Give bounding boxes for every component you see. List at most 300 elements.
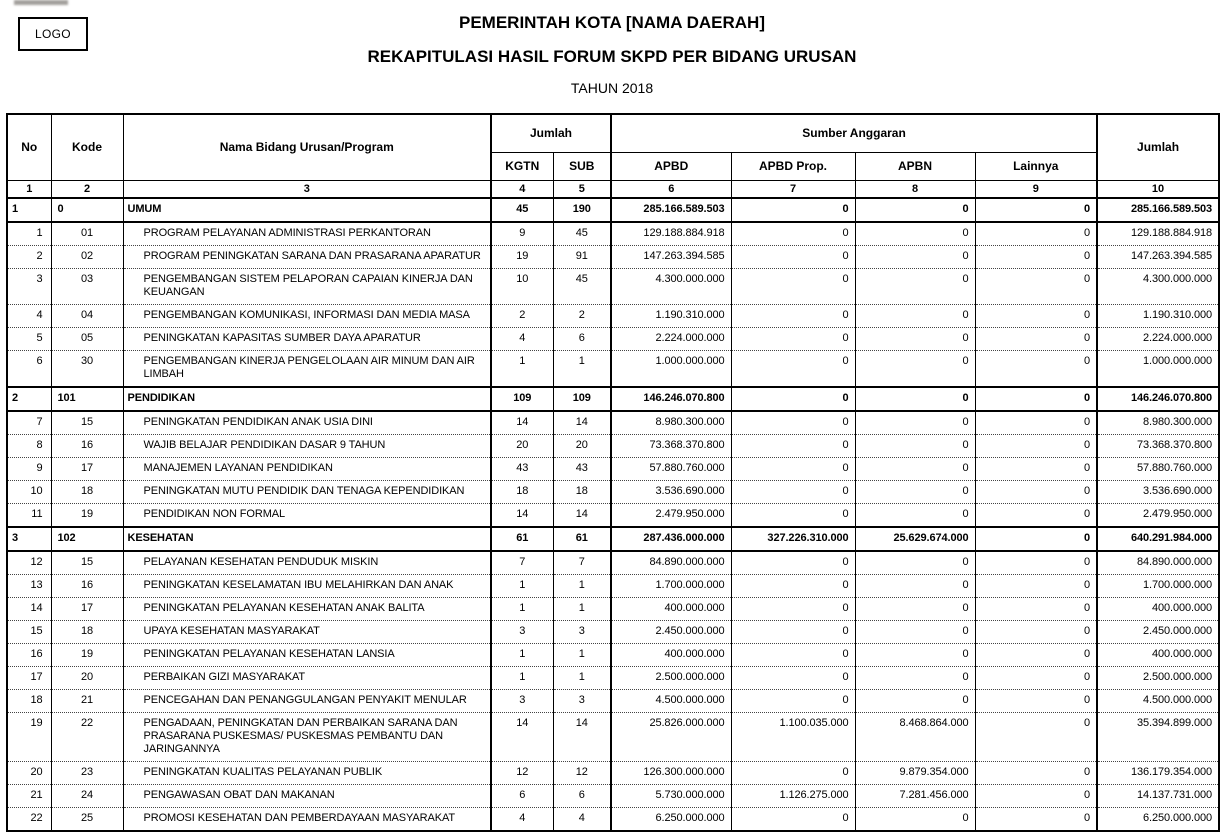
cell-apbd: 400.000.000 [611, 598, 731, 621]
cell-jumlah: 57.880.760.000 [1097, 458, 1219, 481]
cell-nama: PROMOSI KESEHATAN DAN PEMBERDAYAAN MASYARAKAT [123, 808, 491, 832]
cell-kgtn: 109 [491, 387, 553, 411]
cell-no: 6 [7, 351, 51, 388]
cell-apbn: 7.281.456.000 [855, 785, 975, 808]
cell-apbd: 5.730.000.000 [611, 785, 731, 808]
cell-sub: 2 [553, 305, 611, 328]
cell-no: 21 [7, 785, 51, 808]
cell-lainnya: 0 [975, 785, 1097, 808]
table-row [7, 222, 1219, 246]
cell-apbd: 400.000.000 [611, 644, 731, 667]
cell-kode: 17 [51, 458, 123, 481]
cell-apbd: 2.450.000.000 [611, 621, 731, 644]
cell-jumlah: 4.500.000.000 [1097, 690, 1219, 713]
table-row [7, 551, 1219, 575]
cell-nama: PENINGKATAN PELAYANAN KESEHATAN LANSIA [123, 644, 491, 667]
col-number: 5 [553, 180, 611, 198]
cell-jumlah: 2.479.950.000 [1097, 504, 1219, 528]
cell-kode: 18 [51, 621, 123, 644]
cell-no: 8 [7, 435, 51, 458]
cell-apbd-prop: 0 [731, 504, 855, 528]
table-row [7, 435, 1219, 458]
col-number: 6 [611, 180, 731, 198]
cropped-artifact [14, 0, 68, 5]
cell-no: 13 [7, 575, 51, 598]
cell-apbn: 8.468.864.000 [855, 713, 975, 762]
cell-sub: 1 [553, 598, 611, 621]
cell-apbn: 0 [855, 198, 975, 222]
cell-apbd-prop: 0 [731, 328, 855, 351]
cell-apbn: 0 [855, 351, 975, 388]
col-group-jumlah: Jumlah [491, 114, 611, 152]
cell-kgtn: 2 [491, 305, 553, 328]
cell-apbd-prop: 0 [731, 387, 855, 411]
cell-apbd-prop: 0 [731, 644, 855, 667]
cell-nama: PENGEMBANGAN SISTEM PELAPORAN CAPAIAN KINERJA DAN KEUANGAN [123, 269, 491, 305]
cell-sub: 190 [553, 198, 611, 222]
cell-no: 7 [7, 411, 51, 435]
cell-apbn: 0 [855, 551, 975, 575]
cell-sub: 1 [553, 575, 611, 598]
cell-nama: PENGAWASAN OBAT DAN MAKANAN [123, 785, 491, 808]
col-number: 9 [975, 180, 1097, 198]
cell-apbd-prop: 0 [731, 481, 855, 504]
cell-jumlah: 400.000.000 [1097, 644, 1219, 667]
cell-kgtn: 18 [491, 481, 553, 504]
cell-kgtn: 6 [491, 785, 553, 808]
cell-no: 4 [7, 305, 51, 328]
cell-no: 1 [7, 198, 51, 222]
cell-nama: PROGRAM PELAYANAN ADMINISTRASI PERKANTORAN [123, 222, 491, 246]
cell-apbn: 25.629.674.000 [855, 527, 975, 551]
cell-jumlah: 3.536.690.000 [1097, 481, 1219, 504]
cell-lainnya: 0 [975, 222, 1097, 246]
cell-jumlah: 640.291.984.000 [1097, 527, 1219, 551]
cell-sub: 1 [553, 667, 611, 690]
table-row [7, 621, 1219, 644]
cell-jumlah: 8.980.300.000 [1097, 411, 1219, 435]
cell-kode: 03 [51, 269, 123, 305]
col-header-sub: SUB [553, 152, 611, 180]
cell-no: 3 [7, 269, 51, 305]
cell-no: 5 [7, 328, 51, 351]
cell-kgtn: 14 [491, 411, 553, 435]
cell-no: 3 [7, 527, 51, 551]
cell-apbd: 8.980.300.000 [611, 411, 731, 435]
cell-apbd: 25.826.000.000 [611, 713, 731, 762]
cell-lainnya: 0 [975, 762, 1097, 785]
cell-apbn: 0 [855, 644, 975, 667]
cell-apbd: 6.250.000.000 [611, 808, 731, 832]
logo-text: LOGO [35, 27, 71, 41]
cell-no: 11 [7, 504, 51, 528]
cell-kode: 23 [51, 762, 123, 785]
cell-apbd-prop: 0 [731, 198, 855, 222]
cell-apbd-prop: 0 [731, 667, 855, 690]
cell-kgtn: 61 [491, 527, 553, 551]
cell-apbd-prop: 0 [731, 411, 855, 435]
cell-kgtn: 1 [491, 644, 553, 667]
cell-apbd-prop: 0 [731, 246, 855, 269]
cell-lainnya: 0 [975, 387, 1097, 411]
cell-no: 22 [7, 808, 51, 832]
table-row [7, 575, 1219, 598]
cell-apbn: 0 [855, 269, 975, 305]
cell-lainnya: 0 [975, 527, 1097, 551]
section-row [7, 387, 1219, 411]
cell-nama: WAJIB BELAJAR PENDIDIKAN DASAR 9 TAHUN [123, 435, 491, 458]
cell-kgtn: 4 [491, 808, 553, 832]
cell-apbn: 0 [855, 667, 975, 690]
cell-sub: 43 [553, 458, 611, 481]
cell-apbd: 2.500.000.000 [611, 667, 731, 690]
cell-jumlah: 147.263.394.585 [1097, 246, 1219, 269]
col-number: 4 [491, 180, 553, 198]
report-title: REKAPITULASI HASIL FORUM SKPD PER BIDANG URUSAN [367, 47, 857, 66]
cell-kode: 16 [51, 575, 123, 598]
cell-jumlah: 136.179.354.000 [1097, 762, 1219, 785]
cell-kode: 18 [51, 481, 123, 504]
cell-kode: 05 [51, 328, 123, 351]
cell-kgtn: 3 [491, 621, 553, 644]
cell-kgtn: 7 [491, 551, 553, 575]
cell-sub: 4 [553, 808, 611, 832]
cell-sub: 3 [553, 621, 611, 644]
cell-apbd: 73.368.370.800 [611, 435, 731, 458]
cell-apbn: 0 [855, 458, 975, 481]
cell-lainnya: 0 [975, 551, 1097, 575]
col-number: 8 [855, 180, 975, 198]
cell-lainnya: 0 [975, 504, 1097, 528]
cell-kode: 0 [51, 198, 123, 222]
cell-apbd: 4.300.000.000 [611, 269, 731, 305]
cell-apbd: 2.224.000.000 [611, 328, 731, 351]
table-row [7, 458, 1219, 481]
cell-no: 2 [7, 387, 51, 411]
section-row [7, 198, 1219, 222]
table-row [7, 785, 1219, 808]
cell-sub: 45 [553, 222, 611, 246]
cell-sub: 3 [553, 690, 611, 713]
cell-no: 17 [7, 667, 51, 690]
cell-apbn: 0 [855, 411, 975, 435]
table-row [7, 713, 1219, 762]
cell-kgtn: 43 [491, 458, 553, 481]
cell-lainnya: 0 [975, 351, 1097, 388]
cell-kode: 101 [51, 387, 123, 411]
cell-no: 14 [7, 598, 51, 621]
recap-table [6, 113, 1220, 832]
cell-lainnya: 0 [975, 644, 1097, 667]
cell-no: 10 [7, 481, 51, 504]
cell-lainnya: 0 [975, 575, 1097, 598]
cell-apbd-prop: 0 [731, 269, 855, 305]
cell-sub: 7 [553, 551, 611, 575]
cell-kgtn: 19 [491, 246, 553, 269]
table-row [7, 269, 1219, 305]
report-header [0, 0, 1224, 96]
cell-apbn: 9.879.354.000 [855, 762, 975, 785]
cell-nama: MANAJEMEN LAYANAN PENDIDIKAN [123, 458, 491, 481]
cell-sub: 14 [553, 504, 611, 528]
table-row [7, 598, 1219, 621]
cell-apbn: 0 [855, 387, 975, 411]
cell-jumlah: 4.300.000.000 [1097, 269, 1219, 305]
table-body [7, 198, 1219, 831]
cell-sub: 1 [553, 644, 611, 667]
cell-kode: 04 [51, 305, 123, 328]
cell-apbd: 57.880.760.000 [611, 458, 731, 481]
cell-sub: 20 [553, 435, 611, 458]
cell-no: 2 [7, 246, 51, 269]
cell-kode: 30 [51, 351, 123, 388]
table-row [7, 644, 1219, 667]
cell-nama: KESEHATAN [123, 527, 491, 551]
cell-apbn: 0 [855, 598, 975, 621]
cell-apbd-prop: 1.100.035.000 [731, 713, 855, 762]
cell-kode: 02 [51, 246, 123, 269]
col-header-nama: Nama Bidang Urusan/Program [123, 114, 491, 180]
cell-apbd-prop: 0 [731, 222, 855, 246]
col-header-no: No [7, 114, 51, 180]
cell-nama: PENGEMBANGAN KOMUNIKASI, INFORMASI DAN MEDIA MASA [123, 305, 491, 328]
cell-apbd: 287.436.000.000 [611, 527, 731, 551]
cell-lainnya: 0 [975, 598, 1097, 621]
cell-kode: 15 [51, 411, 123, 435]
cell-kode: 19 [51, 644, 123, 667]
cell-kgtn: 14 [491, 504, 553, 528]
cell-kode: 102 [51, 527, 123, 551]
col-header-kgtn: KGTN [491, 152, 553, 180]
cell-lainnya: 0 [975, 411, 1097, 435]
cell-kgtn: 4 [491, 328, 553, 351]
table-row [7, 305, 1219, 328]
cell-nama: PENINGKATAN MUTU PENDIDIK DAN TENAGA KEPENDIDIKAN [123, 481, 491, 504]
cell-lainnya: 0 [975, 435, 1097, 458]
cell-jumlah: 84.890.000.000 [1097, 551, 1219, 575]
cell-jumlah: 285.166.589.503 [1097, 198, 1219, 222]
cell-no: 18 [7, 690, 51, 713]
cell-sub: 1 [553, 351, 611, 388]
cell-lainnya: 0 [975, 713, 1097, 762]
col-header-kode: Kode [51, 114, 123, 180]
cell-nama: PROGRAM PENINGKATAN SARANA DAN PRASARANA APARATUR [123, 246, 491, 269]
cell-kgtn: 1 [491, 667, 553, 690]
cell-lainnya: 0 [975, 305, 1097, 328]
cell-apbn: 0 [855, 808, 975, 832]
cell-nama: UPAYA KESEHATAN MASYARAKAT [123, 621, 491, 644]
cell-apbn: 0 [855, 246, 975, 269]
cell-apbd: 84.890.000.000 [611, 551, 731, 575]
cell-jumlah: 2.450.000.000 [1097, 621, 1219, 644]
col-number: 10 [1097, 180, 1219, 198]
table-row [7, 328, 1219, 351]
cell-no: 16 [7, 644, 51, 667]
cell-apbd-prop: 0 [731, 762, 855, 785]
col-header-apbd-prop: APBD Prop. [731, 152, 855, 180]
cell-apbd: 146.246.070.800 [611, 387, 731, 411]
cell-nama: PENINGKATAN KAPASITAS SUMBER DAYA APARATUR [123, 328, 491, 351]
cell-apbn: 0 [855, 575, 975, 598]
cell-kgtn: 45 [491, 198, 553, 222]
cell-kode: 17 [51, 598, 123, 621]
cell-lainnya: 0 [975, 269, 1097, 305]
cell-apbd: 2.479.950.000 [611, 504, 731, 528]
cell-sub: 91 [553, 246, 611, 269]
cell-jumlah: 129.188.884.918 [1097, 222, 1219, 246]
cell-no: 9 [7, 458, 51, 481]
cell-lainnya: 0 [975, 621, 1097, 644]
cell-apbd-prop: 0 [731, 458, 855, 481]
cell-nama: PELAYANAN KESEHATAN PENDUDUK MISKIN [123, 551, 491, 575]
cell-sub: 12 [553, 762, 611, 785]
cell-jumlah: 35.394.899.000 [1097, 713, 1219, 762]
column-number-row [7, 180, 1219, 198]
cell-kode: 19 [51, 504, 123, 528]
cell-jumlah: 1.700.000.000 [1097, 575, 1219, 598]
cell-kgtn: 9 [491, 222, 553, 246]
col-number: 3 [123, 180, 491, 198]
table-row [7, 762, 1219, 785]
cell-no: 20 [7, 762, 51, 785]
cell-kgtn: 20 [491, 435, 553, 458]
cell-apbd-prop: 0 [731, 621, 855, 644]
col-number: 2 [51, 180, 123, 198]
cell-apbd: 1.000.000.000 [611, 351, 731, 388]
cell-kode: 21 [51, 690, 123, 713]
cell-kode: 15 [51, 551, 123, 575]
cell-nama: PENINGKATAN PELAYANAN KESEHATAN ANAK BALITA [123, 598, 491, 621]
table-row [7, 667, 1219, 690]
cell-nama: PENGADAAN, PENINGKATAN DAN PERBAIKAN SARANA DAN PRASARANA PUSKESMAS/ PUSKESMAS PEMBANTU DAN JARINGANNYA [123, 713, 491, 762]
cell-kode: 01 [51, 222, 123, 246]
cell-apbd-prop: 0 [731, 690, 855, 713]
cell-apbn: 0 [855, 435, 975, 458]
table-row [7, 246, 1219, 269]
cell-apbd-prop: 0 [731, 435, 855, 458]
cell-nama: PENGEMBANGAN KINERJA PENGELOLAAN AIR MINUM DAN AIR LIMBAH [123, 351, 491, 388]
cell-no: 15 [7, 621, 51, 644]
cell-sub: 6 [553, 328, 611, 351]
table-row [7, 504, 1219, 528]
cell-apbn: 0 [855, 504, 975, 528]
cell-apbd: 285.166.589.503 [611, 198, 731, 222]
government-title: PEMERINTAH KOTA [NAMA DAERAH] [459, 13, 765, 32]
cell-sub: 109 [553, 387, 611, 411]
cell-apbd: 126.300.000.000 [611, 762, 731, 785]
cell-kgtn: 10 [491, 269, 553, 305]
cell-jumlah: 1.190.310.000 [1097, 305, 1219, 328]
cell-apbd: 1.700.000.000 [611, 575, 731, 598]
cell-apbd-prop: 0 [731, 598, 855, 621]
table-row [7, 808, 1219, 832]
cell-lainnya: 0 [975, 246, 1097, 269]
cell-nama: PENINGKATAN PENDIDIKAN ANAK USIA DINI [123, 411, 491, 435]
cell-sub: 45 [553, 269, 611, 305]
cell-nama: PENCEGAHAN DAN PENANGGULANGAN PENYAKIT MENULAR [123, 690, 491, 713]
header-row-groups [7, 114, 1219, 152]
cell-lainnya: 0 [975, 808, 1097, 832]
col-header-apbn: APBN [855, 152, 975, 180]
cell-lainnya: 0 [975, 198, 1097, 222]
cell-lainnya: 0 [975, 458, 1097, 481]
cell-kgtn: 3 [491, 690, 553, 713]
cell-no: 19 [7, 713, 51, 762]
cell-apbn: 0 [855, 222, 975, 246]
cell-kode: 16 [51, 435, 123, 458]
table-row [7, 411, 1219, 435]
cell-lainnya: 0 [975, 328, 1097, 351]
cell-kode: 22 [51, 713, 123, 762]
cell-apbn: 0 [855, 481, 975, 504]
cell-jumlah: 73.368.370.800 [1097, 435, 1219, 458]
col-number: 7 [731, 180, 855, 198]
cell-kode: 24 [51, 785, 123, 808]
cell-sub: 14 [553, 713, 611, 762]
cell-apbd: 3.536.690.000 [611, 481, 731, 504]
cell-apbd-prop: 0 [731, 575, 855, 598]
cell-sub: 61 [553, 527, 611, 551]
cell-apbd: 147.263.394.585 [611, 246, 731, 269]
cell-apbd: 4.500.000.000 [611, 690, 731, 713]
col-number: 1 [7, 180, 51, 198]
cell-nama: PENINGKATAN KESELAMATAN IBU MELAHIRKAN DAN ANAK [123, 575, 491, 598]
cell-apbd-prop: 0 [731, 551, 855, 575]
col-group-sumber-anggaran: Sumber Anggaran [611, 114, 1097, 152]
table-row [7, 351, 1219, 388]
cell-sub: 6 [553, 785, 611, 808]
cell-nama: PERBAIKAN GIZI MASYARAKAT [123, 667, 491, 690]
cell-nama: PENDIDIKAN [123, 387, 491, 411]
col-header-apbd: APBD [611, 152, 731, 180]
cell-jumlah: 2.224.000.000 [1097, 328, 1219, 351]
cell-apbd: 1.190.310.000 [611, 305, 731, 328]
cell-apbd-prop: 0 [731, 305, 855, 328]
cell-apbn: 0 [855, 621, 975, 644]
cell-jumlah: 6.250.000.000 [1097, 808, 1219, 832]
cell-kgtn: 1 [491, 575, 553, 598]
col-header-jumlah-total: Jumlah [1097, 114, 1219, 180]
report-year: TAHUN 2018 [570, 80, 654, 96]
cell-nama: UMUM [123, 198, 491, 222]
section-row [7, 527, 1219, 551]
logo-box [18, 17, 88, 51]
col-header-lainnya: Lainnya [975, 152, 1097, 180]
table-row [7, 481, 1219, 504]
cell-jumlah: 14.137.731.000 [1097, 785, 1219, 808]
cell-jumlah: 1.000.000.000 [1097, 351, 1219, 388]
cell-apbd-prop: 327.226.310.000 [731, 527, 855, 551]
cell-lainnya: 0 [975, 481, 1097, 504]
cell-no: 1 [7, 222, 51, 246]
table-row [7, 690, 1219, 713]
cell-apbd-prop: 1.126.275.000 [731, 785, 855, 808]
cell-kgtn: 1 [491, 351, 553, 388]
cell-kgtn: 1 [491, 598, 553, 621]
cell-no: 12 [7, 551, 51, 575]
cell-jumlah: 2.500.000.000 [1097, 667, 1219, 690]
cell-apbn: 0 [855, 328, 975, 351]
cell-sub: 14 [553, 411, 611, 435]
cell-apbd-prop: 0 [731, 351, 855, 388]
cell-kgtn: 12 [491, 762, 553, 785]
cell-jumlah: 400.000.000 [1097, 598, 1219, 621]
cell-lainnya: 0 [975, 690, 1097, 713]
cell-kode: 20 [51, 667, 123, 690]
cell-kode: 25 [51, 808, 123, 832]
cell-jumlah: 146.246.070.800 [1097, 387, 1219, 411]
cell-kgtn: 14 [491, 713, 553, 762]
